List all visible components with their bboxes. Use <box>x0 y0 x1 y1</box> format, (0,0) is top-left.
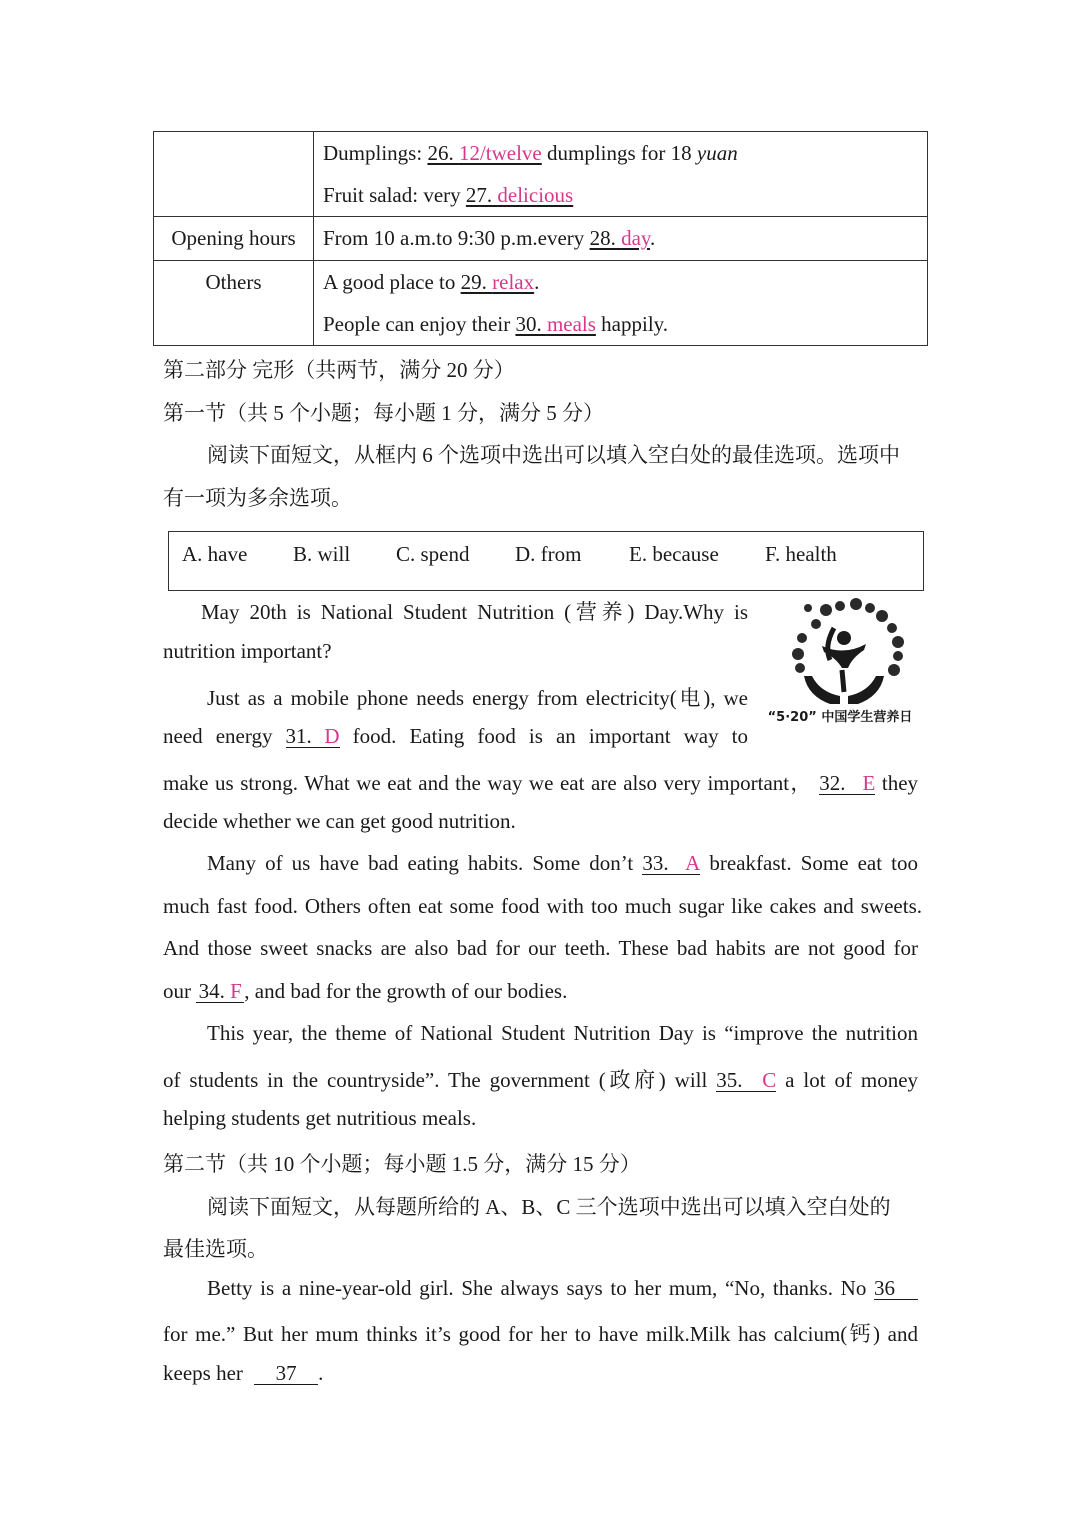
answer-26 <box>427 141 541 165</box>
passage-line <box>163 724 748 749</box>
question-number: 31. <box>285 724 325 748</box>
text: happily. <box>595 312 669 336</box>
instruction-line: 最佳选项。 <box>163 1237 268 1261</box>
answer-28 <box>590 226 650 250</box>
passage-line <box>163 1361 323 1386</box>
answer-text: day <box>621 226 651 250</box>
answer-27 <box>466 183 573 207</box>
text: make us strong. What we eat and the way we eat are also very important， <box>163 771 813 795</box>
option-box <box>168 531 924 591</box>
option-b: B. will <box>293 542 351 566</box>
question-number: 32. <box>819 771 863 795</box>
table-row <box>154 217 928 261</box>
text: food. Eating food is an important way to <box>352 724 748 748</box>
answer-text: meals <box>546 312 596 336</box>
passage-line <box>207 1276 918 1301</box>
part2-heading: 第二部分 完形（共两节，满分 20 分） <box>163 358 515 382</box>
option-f: F. health <box>765 542 837 566</box>
passage-line <box>163 979 567 1004</box>
passage-line: decide whether we can get good nutrition. <box>163 809 516 833</box>
table-label <box>154 217 314 261</box>
text: breakfast. Some eat too <box>709 851 918 875</box>
question-number: 29. <box>460 270 493 294</box>
answer-text: E <box>862 771 876 795</box>
question-number: 34. <box>198 979 231 1003</box>
option-e: E. because <box>629 542 719 566</box>
instruction-line: 阅读下面短文，从框内 6 个选项中选出可以填入空白处的最佳选项。选项中 <box>207 443 900 467</box>
section2-heading: 第二节（共 10 个小题；每小题 1.5 分，满分 15 分） <box>163 1152 641 1176</box>
row-label: Others <box>205 270 262 294</box>
instruction-line: 有一项为多余选项。 <box>163 486 352 510</box>
text: they <box>881 771 919 795</box>
passage-line: And those sweet snacks are also bad for our teeth. These bad habits are not good for <box>163 936 918 960</box>
nutrition-day-logo <box>764 598 916 726</box>
question-number: 35. <box>716 1068 763 1092</box>
text: Dumplings: <box>323 141 428 165</box>
answer-text: A <box>685 851 701 875</box>
text: need energy <box>163 724 286 748</box>
section1-heading: 第一节（共 5 个小题；每小题 1 分，满分 5 分） <box>163 401 604 425</box>
question-number: 27. <box>465 183 498 207</box>
table-cell-empty <box>154 132 314 217</box>
passage-line: nutrition important? <box>163 639 332 663</box>
logo-caption: “5·20” 中国学生营养日 <box>767 710 913 725</box>
question-number: 26. <box>427 141 459 165</box>
passage-line: much fast food. Others often eat some food with too much sugar like cakes and sweets. <box>163 894 922 918</box>
answer-30 <box>515 312 595 336</box>
answer-text: F <box>230 979 242 1003</box>
text: Many of us have bad eating habits. Some don’t <box>207 851 643 875</box>
others-line-2 <box>323 303 918 345</box>
question-number: 28. <box>589 226 622 250</box>
text: of students in the countryside”. The government (政府) will <box>163 1068 717 1092</box>
option-c: C. spend <box>396 542 470 566</box>
passage-line: for me.” But her mum thinks it’s good for her to have milk.Milk has calcium(钙) and <box>163 1322 918 1346</box>
answer-29 <box>461 270 534 294</box>
others-line-1 <box>323 261 918 303</box>
table-label <box>154 261 314 346</box>
passage-line: May 20th is National Student Nutrition (营养) Day.Why is <box>201 600 748 624</box>
text: A good place to <box>323 270 461 294</box>
row-label: Opening hours <box>171 226 296 250</box>
answer-text: relax <box>492 270 535 294</box>
text: dumplings for 18 <box>541 141 697 165</box>
text: . <box>534 270 540 294</box>
blank-31 <box>286 725 340 748</box>
blank-32 <box>819 772 875 795</box>
question-number: 33. <box>642 851 686 875</box>
answer-text: 12/twelve <box>458 141 542 165</box>
passage-line <box>163 767 918 797</box>
table-row <box>154 261 928 346</box>
blank-34 <box>196 980 244 1003</box>
text: Fruit salad: very <box>323 183 466 207</box>
text: People can enjoy their <box>323 312 516 336</box>
text: From 10 a.m.to 9:30 p.m.every <box>323 226 590 250</box>
text: our <box>163 979 197 1003</box>
text: . <box>650 226 656 250</box>
answer-text: D <box>324 724 340 748</box>
currency-unit: yuan <box>696 141 738 165</box>
question-number: 30. <box>515 312 547 336</box>
option-a: A. have <box>182 542 248 566</box>
answer-text: delicious <box>497 183 574 207</box>
passage-line <box>207 851 918 876</box>
answer-text: C <box>762 1068 777 1092</box>
table-cell <box>314 261 928 346</box>
text: a lot of money <box>785 1068 919 1092</box>
passage-line <box>163 1064 918 1094</box>
salad-line <box>323 174 918 216</box>
text: . <box>318 1361 324 1385</box>
option-d: D. from <box>515 542 582 566</box>
text: , and bad for the growth of our bodies. <box>244 979 568 1003</box>
passage-line: helping students get nutritious meals. <box>163 1106 477 1130</box>
table-cell <box>314 132 928 217</box>
blank-35 <box>716 1069 776 1092</box>
text: keeps her <box>163 1361 243 1385</box>
text: Betty is a nine-year-old girl. She always says to her mum, “No, thanks. No <box>207 1276 867 1300</box>
instruction-line: 阅读下面短文，从每题所给的 A、B、C 三个选项中选出可以填入空白处的 <box>207 1195 891 1219</box>
passage-line: Just as a mobile phone needs energy from electricity(电), we <box>207 686 748 710</box>
dumplings-line <box>323 132 918 174</box>
answer-table <box>153 131 928 346</box>
table-row <box>154 132 928 217</box>
hours-line <box>323 217 918 259</box>
table-cell <box>314 217 928 261</box>
blank-36: 36 <box>874 1277 918 1300</box>
blank-37: 37 <box>254 1362 318 1385</box>
blank-33 <box>642 852 700 875</box>
passage-line: This year, the theme of National Student Nutrition Day is “improve the nutrition <box>207 1021 918 1045</box>
